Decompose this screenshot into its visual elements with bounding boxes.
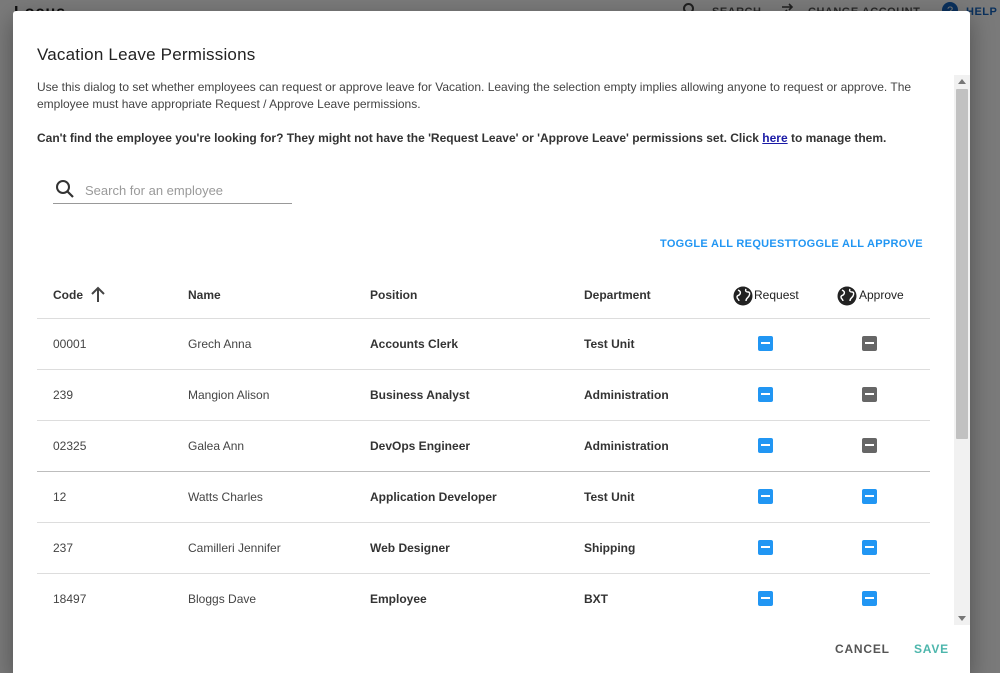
column-header-position: Position	[370, 288, 418, 302]
table-header	[37, 274, 930, 319]
request-checkbox[interactable]	[758, 540, 773, 555]
cell-code: 12	[53, 490, 67, 504]
cell-position: Employee	[370, 592, 427, 606]
approve-checkbox[interactable]	[862, 387, 877, 402]
search-input[interactable]	[83, 179, 287, 201]
cell-code: 18497	[53, 592, 87, 606]
note-text-after: to manage them.	[787, 131, 887, 145]
scroll-up-arrow-icon[interactable]	[958, 79, 966, 84]
table-row	[37, 370, 930, 421]
column-header-department: Department	[584, 288, 651, 302]
permissions-note	[37, 131, 937, 145]
save-button[interactable]: SAVE	[914, 642, 949, 656]
globe-icon	[733, 286, 753, 306]
request-checkbox[interactable]	[758, 438, 773, 453]
cell-name: Watts Charles	[188, 490, 263, 504]
cell-department: Administration	[584, 388, 669, 402]
cell-name: Camilleri Jennifer	[188, 541, 281, 555]
cell-department: Administration	[584, 439, 669, 453]
request-checkbox[interactable]	[758, 591, 773, 606]
approve-checkbox[interactable]	[862, 438, 877, 453]
cell-position: Business Analyst	[370, 388, 470, 402]
employees-table	[37, 274, 930, 624]
cell-code: 02325	[53, 439, 87, 453]
request-checkbox[interactable]	[758, 336, 773, 351]
cell-position: Application Developer	[370, 490, 497, 504]
cell-name: Grech Anna	[188, 337, 252, 351]
cell-position: Accounts Clerk	[370, 337, 459, 351]
toggle-all-approve-button[interactable]: TOGGLE ALL APPROVE	[791, 238, 923, 250]
cell-department: Test Unit	[584, 337, 635, 351]
cell-code: 00001	[53, 337, 87, 351]
cell-department: Shipping	[584, 541, 636, 555]
content-scrollbar[interactable]	[954, 75, 970, 625]
request-checkbox[interactable]	[758, 489, 773, 504]
note-text-before: Can't find the employee you're looking for? They might not have the 'Request Leave' or 'Approve Leave' permissions set. Click	[37, 131, 763, 145]
cell-name: Mangion Alison	[188, 388, 270, 402]
cell-position: Web Designer	[370, 541, 450, 555]
permissions-dialog	[13, 11, 970, 673]
dialog-content	[13, 79, 954, 624]
column-header-name: Name	[188, 288, 221, 302]
approve-checkbox[interactable]	[862, 540, 877, 555]
column-header-approve: Approve	[859, 288, 904, 302]
cell-code: 239	[53, 388, 74, 402]
table-row	[37, 421, 930, 472]
cell-name: Galea Ann	[188, 439, 245, 453]
approve-checkbox[interactable]	[862, 591, 877, 606]
table-row	[37, 472, 930, 523]
cell-position: DevOps Engineer	[370, 439, 471, 453]
scrollbar-thumb[interactable]	[956, 89, 968, 439]
search-icon	[55, 179, 75, 199]
globe-icon	[837, 286, 857, 306]
toggle-all-request-button[interactable]: TOGGLE ALL REQUEST	[660, 238, 792, 250]
cell-code: 237	[53, 541, 74, 555]
cell-name: Bloggs Dave	[188, 592, 257, 606]
sort-ascending-icon[interactable]	[90, 285, 106, 303]
employee-search	[53, 177, 292, 204]
table-row	[37, 319, 930, 370]
table-row	[37, 523, 930, 574]
cell-department: Test Unit	[584, 490, 635, 504]
table-row	[37, 574, 930, 624]
dialog-title: Vacation Leave Permissions	[37, 45, 256, 64]
cancel-button[interactable]: CANCEL	[835, 642, 890, 656]
request-checkbox[interactable]	[758, 387, 773, 402]
approve-checkbox[interactable]	[862, 489, 877, 504]
scroll-down-arrow-icon[interactable]	[958, 616, 966, 621]
approve-checkbox[interactable]	[862, 336, 877, 351]
manage-permissions-link[interactable]: here	[762, 131, 788, 145]
column-header-code[interactable]: Code	[53, 288, 83, 302]
cell-department: BXT	[584, 592, 608, 606]
intro-text: Use this dialog to set whether employees can request or approve leave for Vacation. Leaving the selection empty implies allowing anyone to request or approve. The employee must have appropriate Request / Approve Leave permissions.	[37, 80, 912, 111]
column-header-request: Request	[754, 288, 799, 302]
